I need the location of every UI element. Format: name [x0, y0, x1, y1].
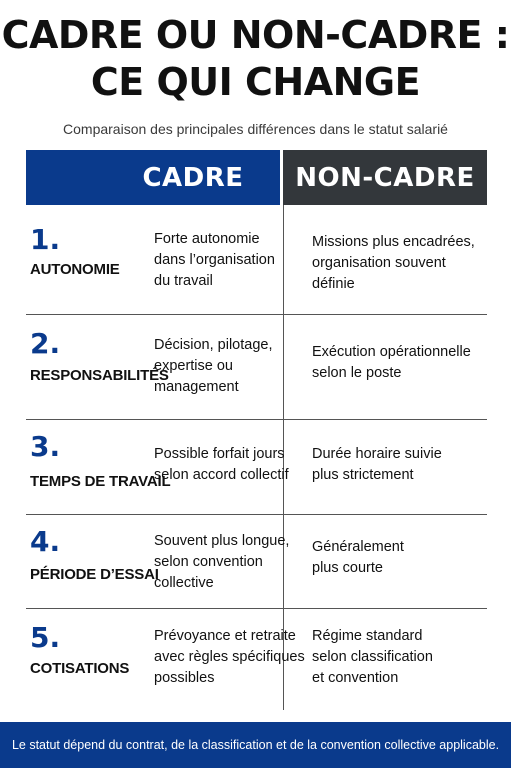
cell-line: Possible forfait jours	[154, 446, 285, 462]
subtitle: Comparaison des principales différences dans le statut salarié	[63, 121, 448, 137]
footer-note: Le statut dépend du contrat, de la classification et de la convention collective applicable.	[0, 722, 511, 768]
row-label: RESPONSABILITÉS	[30, 367, 169, 384]
table-row	[26, 315, 487, 420]
cell-line: Généralement	[312, 539, 404, 555]
cell-line: et convention	[312, 670, 399, 686]
cell-line: Prévoyance et retraite	[154, 628, 296, 644]
row-number: 3.	[30, 430, 61, 463]
cell-line: Souvent plus longue,	[154, 533, 290, 549]
row-number: 2.	[30, 327, 61, 360]
table-row	[26, 420, 487, 515]
cell-line: Régime standard	[312, 628, 423, 644]
table-row	[26, 515, 487, 609]
cell-line: Missions plus encadrées,	[312, 234, 475, 250]
cell-line: Décision, pilotage,	[154, 337, 273, 353]
column-header-non-cadre: NON-CADRE	[283, 150, 487, 205]
cadre-cell	[154, 335, 304, 398]
page-title	[0, 12, 511, 106]
cell-line: organisation souvent	[312, 255, 446, 271]
cell-line: définie	[312, 276, 355, 292]
row-number: 4.	[30, 525, 61, 558]
cell-line: collective	[154, 575, 214, 591]
row-label: COTISATIONS	[30, 660, 130, 677]
cell-line: du travail	[154, 273, 213, 289]
cell-line: Durée horaire suivie	[312, 446, 442, 462]
row-label: PÉRIODE D’ESSAI	[30, 566, 159, 583]
cell-line: selon accord collectif	[154, 467, 289, 483]
non-cadre-cell	[312, 626, 482, 689]
cell-line: selon convention	[154, 554, 263, 570]
cadre-cell	[154, 229, 304, 292]
cell-line: plus courte	[312, 560, 383, 576]
title-line-2: CE QUI CHANGE	[90, 60, 421, 104]
cadre-cell	[154, 444, 304, 486]
row-label: TEMPS DE TRAVAIL	[30, 473, 171, 490]
table-row	[26, 609, 487, 710]
cell-line: expertise ou	[154, 358, 233, 374]
row-number: 1.	[30, 223, 61, 256]
cell-line: management	[154, 379, 239, 395]
cell-line: Exécution opérationnelle	[312, 344, 471, 360]
row-number: 5.	[30, 621, 61, 654]
cadre-cell	[154, 531, 304, 594]
row-label: AUTONOMIE	[30, 261, 120, 278]
non-cadre-cell	[312, 232, 482, 295]
non-cadre-cell	[312, 342, 482, 384]
cell-line: plus strictement	[312, 467, 414, 483]
cell-line: selon le poste	[312, 365, 402, 381]
cadre-cell	[154, 626, 304, 689]
cell-line: Forte autonomie	[154, 231, 260, 247]
table-row	[26, 205, 487, 315]
cell-line: possibles	[154, 670, 215, 686]
cell-line: dans l’organisation	[154, 252, 275, 268]
column-header-cadre: CADRE	[26, 150, 280, 205]
title-line-1: CADRE OU NON-CADRE :	[1, 13, 510, 57]
non-cadre-cell	[312, 444, 482, 486]
non-cadre-cell	[312, 537, 482, 579]
cell-line: selon classification	[312, 649, 433, 665]
cell-line: avec règles spécifiques	[154, 649, 305, 665]
